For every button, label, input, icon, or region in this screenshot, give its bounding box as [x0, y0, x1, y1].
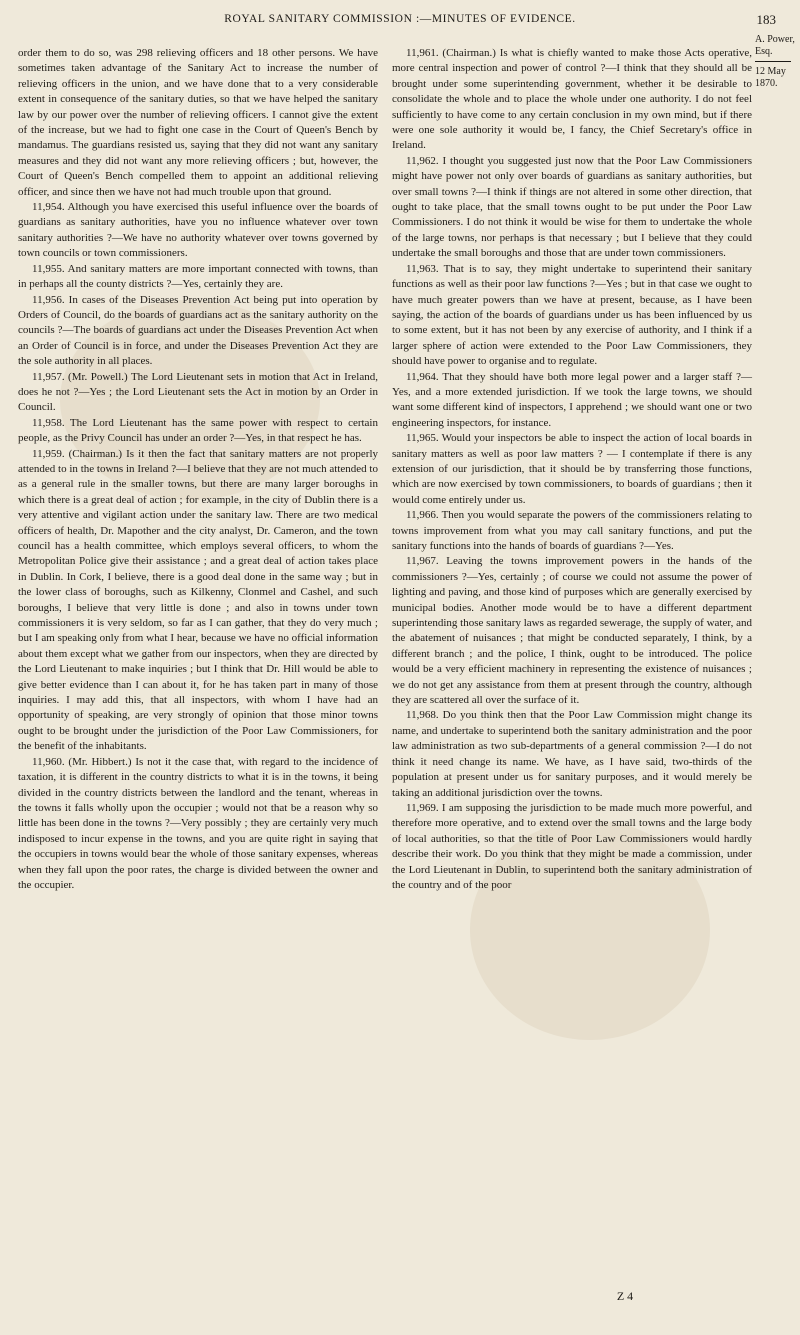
paragraph: 11,956. In cases of the Diseases Prevention Act being put into operation by Orders of Council, do the boards of guardians act as the sanitary authority on the councils ?—The boards of guardians act under the Diseases Prevention Act when an Order of Council is in force, and under the Diseases Prevention Act they are the sole authority in all places. — [18, 293, 378, 368]
paragraph: 11,954. Although you have exercised this useful influence over the boards of guardians as sanitary authorities, have you no influence whatever over town sanitary authorities ?—We have no authority whatever over towns governed by town councils or town commissioners. — [18, 201, 378, 260]
paragraph: order them to do so, was 298 relieving officers and 18 other persons. We have sometimes taken advantage of the Sanitary Act to increase the number of relieving officers in the union, and we have done that to a very considerable extent in consequence of the sanitary duties, so that we have helped the sanitary law by our power over the number of relieving officers. I cannot give the extent of the increase, but we had to fight one case in the Court of Queen's Bench by mandamus. The guardians resisted us, saying that they did not want any sanitary measures and they did not want any more relieving officers ; but, however, the Court of Queen's Bench compelled them to appoint an additional relieving officer, and since then we have not had much trouble upon that ground. — [18, 47, 378, 198]
page-number: 183 — [756, 12, 776, 27]
paragraph: 11,957. (Mr. Powell.) The Lord Lieutenant sets in motion that Act in Ireland, does he not ?—Yes ; the Lord Lieutenant sets the Act in motion by an Order in Council. — [18, 370, 378, 414]
paragraph: 11,961. (Chairman.) Is what is chiefly wanted to make those Acts operative, more central inspection and power of control ?—I think that they should all be brought under some superintending government, whether it be desirable to consolidate the whole and to place the whole under one authority. I do not feel sufficiently to have come to any certain conclusion in my own mind, but if there were one sole authority it would be, I fancy, the Chief Secretary's office in Ireland. — [392, 47, 752, 152]
paragraph: 11,964. That they should have both more legal power and a larger staff ?—Yes, and a more extended jurisdiction. If we took the large towns, we should want some different kind of inspectors, I apprehend ; we should want one or two engineering inspectors, for instance. — [392, 370, 752, 429]
paragraph: 11,955. And sanitary matters are more important connected with towns, than in perhaps all the county districts ?—Yes, certainly they are. — [18, 262, 378, 291]
right-column — [392, 46, 752, 893]
paragraph: 11,963. That is to say, they might undertake to superintend their sanitary functions as well as their poor law functions ?—Yes ; but in that case we ought to have much greater powers than we have at present, because, as I have been saying, the action of the boards of guardians under us has been influenced by us to some extent, but it has not been by any exercise of authority, and I think if a larger sphere of action were extended to the Poor Law Commissioners, they should have power to organise and to regulate. — [392, 262, 752, 368]
left-column — [18, 46, 378, 893]
paragraph: 11,968. Do you think then that the Poor Law Commission might change its name, and undertake to superintend both the sanitary administration and the poor law administration as two sub-departments of a general commission ?—I do not think it need change its name. We have, as I have said, two-thirds of the population at present under us for sanitary purposes, and it would merely be taking an additional jurisdiction over the towns. — [392, 709, 752, 799]
paragraph: 11,958. The Lord Lieutenant has the same power with respect to certain people, as the Privy Council has under an order ?—Yes, in that respect he has. — [18, 416, 378, 445]
paragraph: 11,967. Leaving the towns improvement powers in the hands of the commissioners ?—Yes, certainly ; of course we could not assume the power of lighting and paving, and those kind of purposes which are generally exercised by municipal bodies. Another mode would be to have a different department superintending those sanitary laws as regarded sewerage, the supply of water, and the abatement of nuisances ; that might be conducted separately, I think, by a different branch ; and the police, I think, ought to be introduced. The police would be a very efficient machinery in representing the existence of nuisances ; we do not get any assistance from them at present through the country, although they are scattered all over the surface of it. — [392, 555, 752, 707]
paragraph: 11,962. I thought you suggested just now that the Poor Law Commissioners might have power not only over boards of guardians as sanitary authorities, but over small towns ?—I think if things are not altered in some other direction, that ought to take place, that the small towns ought to be put under the Poor Law Commissioners. I do not think it would be wise for them to undertake the whole of the large towns, nor perhaps is that necessary ; but I believe that they could undertake the small boroughs and those that are under town commissioners. — [392, 154, 752, 260]
paragraph: 11,969. I am supposing the jurisdiction to be made much more powerful, and therefore more operative, and to extend over the small towns and the large body of local authorities, so that the title of Poor Law Commissioners would hardly describe their work. Do you think that they might be made a commission, under the Lord Lieutenant in Dublin, to superintend both the sanitary administration of the country and of the poor — [392, 801, 752, 891]
evidence-date: 12 May 1870. — [755, 66, 786, 89]
paragraph: 11,966. Then you would separate the powers of the commissioners relating to towns improvement from what you may call sanitary functions, and put the sanitary functions into the hands of boards of guardians ?—Yes. — [392, 509, 752, 552]
margin-note — [755, 34, 799, 90]
margin-rule — [755, 61, 791, 62]
running-title: ROYAL SANITARY COMMISSION :—MINUTES OF EVIDENCE. — [224, 13, 576, 25]
running-header — [0, 10, 800, 32]
paragraph: 11,960. (Mr. Hibbert.) Is not it the case that, with regard to the incidence of taxation, it is different in the country districts to what it is in the towns, it being divided in the country districts between the landlord and the tenant, whereas in the towns it falls wholly upon the occupier ; would not that be a reason why so little has been done in the towns ?—Very possibly ; they are certainly very much indisposed to incur expense in the towns, and you are quite right in saying that the occupiers in towns would bear the whole of those sanitary expenses, whereas when they fall upon the poor rates, the charge is divided between the owner and the occupier. — [18, 755, 378, 891]
paragraph: 11,959. (Chairman.) Is it then the fact that sanitary matters are not properly attended to in the towns in Ireland ?—I believe that they are not much attended to as a general rule in the smaller towns, but there are many larger boroughs in which there is a great deal of action ; for example, in the city of Dublin there is a very attentive and vigilant action under the sanitary law. There are two medical officers of health, Dr. Mapother and the city analyst, Dr. Cameron, and the town council has a health committee, which employs several officers, to whom the Metropolitan Police give their assistance ; and a great deal of action takes place in Dublin. In Cork, I believe, there is a good deal done in the same way ; but in the lower class of boroughs, such as Kilkenny, Clonmel and Cashel, and such boroughs, I believe that very little is done ; and also in towns under town commissioners it is very seldom, so far as I can gather, that they do very much ; but I am speaking only from what I hear, because we have no official information about them except what we gather from our inspectors, when they are directed by the Lord Lieutenant to make inquiries ; but I think that Dr. Hill would be able to give better evidence than I can about it, for he has taken part in many of those inquiries. I may add this, that all inspectors, with whom I have had an opportunity of speaking, are very strongly of opinion that those minor towns ought to be brought under the jurisdiction of the Poor Law Commissioners, for the benefit of the inhabitants. — [18, 447, 378, 753]
paragraph: 11,965. Would your inspectors be able to inspect the action of local boards in sanitary matters as well as poor law matters ? — I contemplate if there is any extension of our jurisdiction, that it should be by transferring those functions, which are now exercised by town commissioners, to boards of guardians ; then it would come entirely under us. — [392, 432, 752, 506]
witness-name: A. Power, Esq. — [755, 34, 795, 57]
signature-mark: Z 4 — [616, 1289, 634, 1303]
